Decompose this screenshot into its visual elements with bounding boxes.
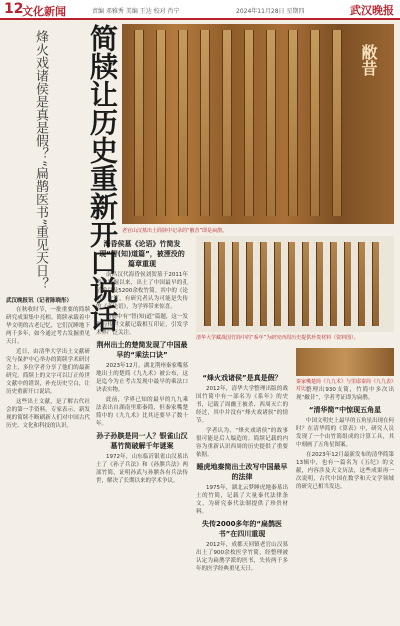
small-caption: 秦家嘴楚简《九九术》与里耶秦简《九九表》对比。 [296,379,394,392]
mid-caption: 清华大学藏战国竹简中的“系年”为研究西周历史提供珍贵材料（资料图）。 [196,335,359,341]
page-number: 12 [4,1,24,17]
paragraph: 这些出土文献，是了解古代社会的第一手资料。专家表示，新发现的简牍不断刷新人们对中国古代历史、文化和科技的认识。 [6,399,90,429]
article-column-1 [6,296,90,620]
comparison-image [296,348,394,376]
paragraph: 学者认为，“烽火戏诸侯”的故事很可能是后人编造的。简牍记载的内容为重新认识西周的历史提供了重要依据。 [196,428,288,458]
subheading: 荆州出土的楚简发现了中国最早的“乘法口诀” [96,341,188,359]
headline-main: 简牍让历史重新开口说话 [86,24,119,332]
paragraph: 南昌汉代海昏侯刘贺墓于2011年考古发掘以来，出土了中国最早的孔子像以及5200余枚竹简。其中的《论语》竹简，有研究者认为可能是失传的《齐论语》，为学界带来惊喜。 [96,272,188,310]
paragraph: 中国文明史上最早的五角星出现在何时？在清华简的《算表》中，研究人员发现了一个由竹简组成的计算工具，其中刻画了五角星图案。 [296,418,394,448]
article-column-4 [296,386,394,620]
subheading: 海昏侯墓《论语》竹简发现“智(知)道篇”，被湮没的篇章重现 [99,240,185,268]
bamboo-slips-image [196,236,394,332]
article-column-3 [196,370,288,620]
issue-date: 2024年11月28日 星期四 [236,8,305,15]
page-header [0,0,400,20]
paragraph: 在2023年12月最新发布的清华简第13辑中，也有一篇名为《五纪》的文献，内容涉及天文历法，这些成果再一次说明，古代中国在数学和天文学领域的研究已相当发达。 [296,452,394,490]
subheading: 睡虎地秦简出土改写中国最早的法律 [196,463,288,481]
paragraph: 2023年12月，湖北荆州秦家嘴墓地出土的楚简《九九术》被公布，这是迄今为止考古发现中最早的乘法口诀表实物。 [96,363,188,393]
hero-image [122,24,394,224]
subheading: 失传2000多年的“扁鹊医书”在四川重现 [201,520,283,538]
byline: 武汉晚报讯（记者陈晓彤） [6,298,73,304]
subheading: “清华简”中惊现五角星 [308,406,382,414]
subheading: “烽火戏诸侯”是真是假？ [202,374,282,382]
subheading: 孙子孙膑是同一人？银雀山汉墓竹简破解千年谜案 [96,432,188,450]
paragraph: 1975年，湖北云梦睡虎地秦墓出土的竹简，记载了大量秦代法律条文，为研究秦代法制提供了珍贵材料。 [196,485,288,515]
section-name: 文化新闻 [22,5,66,18]
article-column-2 [96,236,188,620]
paragraph: 近日，由清华大学出土文献研究与保护中心举办的简牍学术研讨会上，多位学者分享了他们的最新研究。简牍上的文字可以订正传世文献中的错误，补充历史空白，让历史重新开口说话。 [6,349,90,395]
headline-sub: 烽火戏诸侯是真是假？“扁鹊医书”重见天日？ [33,30,48,291]
paper-logo: 武汉晚报 [350,4,394,17]
paragraph: 竹简中有“智(知)道”篇题，这一发现与传世文献记载相互印证，引发学术界广泛关注。 [96,314,188,336]
paragraph: 整理出930支简，竹简中多次出现“敝昔”，学者考证即为扁鹊。 [296,387,394,401]
paragraph: 2012年，清华大学整理出版的战国竹简中有一部名为《系年》的史书，记载了周幽王被杀、西周灭亡的经过，其中并没有“烽火戏诸侯”的情节。 [196,386,288,424]
paragraph: 2012年，成都天回镇老官山汉墓出土了900余枚医学竹简，经整理被认定为扁鹊学派的医书，失传两千多年的医学经典重见天日。 [196,542,288,572]
hero-caption: 老官山汉墓出土简牍中记录的“敝昔”即是扁鹊。 [122,228,228,234]
paragraph: 1972年，山东临沂银雀山汉墓出土了《孙子兵法》和《孙膑兵法》两部竹简，证明孙武与孙膑各有兵法传世，解决了长期以来的学术争议。 [96,454,188,484]
editors-line: 责编 邓雅秀 美编 王达 校对 肖宁 [92,8,180,15]
paragraph: 在秋收时节，一批重要的简牍研究成果集中亮相。简牍承载着中华文明的古老记忆，它们沉睡地下两千多年，如今通过考古发掘重见天日。 [6,307,90,345]
paragraph: 此前，学界已知的最早的九九乘法表出自湖南里耶秦简，但秦家嘴楚简中的《九九术》比其还要早了数十年。 [96,397,188,427]
hero-title: 敝昔 [359,44,378,76]
